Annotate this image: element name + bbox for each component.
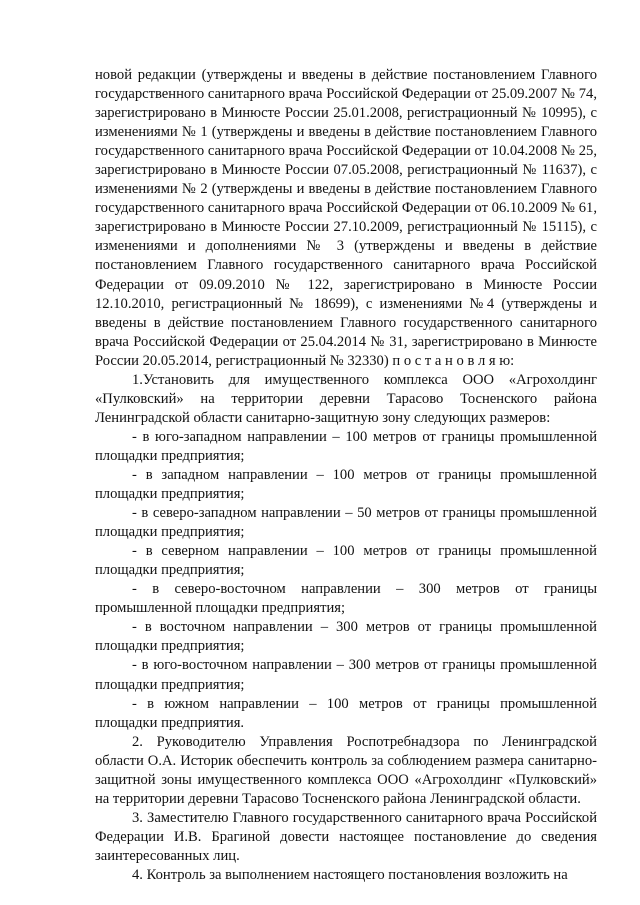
- intro-paragraph: [95, 66, 597, 371]
- zone-north: - в северном направлении – 100 метров от границы промышленной площадки предприятия;: [95, 543, 597, 579]
- zone-northeast: - в северо-восточном направлении – 300 метров от границы промышленной площадки предприятия;: [95, 581, 597, 617]
- zone-east: - в восточном направлении – 300 метров от границы промышленной площадки предприятия;: [95, 619, 597, 655]
- decree-word: п о с т а н о в л я ю:: [392, 352, 515, 369]
- item-4-paragraph: 4. Контроль за выполнением настоящего постановления возложить на: [132, 866, 568, 883]
- item-3-paragraph: 3. Заместителю Главного государственного санитарного врача Российской Федерации И.В. Брагиной довести настоящее постановление до сведения заинтересованных лиц.: [95, 809, 597, 864]
- intro-text: новой редакции (утверждены и введены в действие постановлением Главного государственного санитарного врача Российской Федерации от 25.09.2007 № 74, зарегистрировано в Минюсте России 25.01.2008, регистрационный № 10995), с изменениями № 1 (утверждены и введены в действие постановлением Главного государственного санитарного врача Российской Федерации от 10.04.2008 № 25, зарегистрировано в Минюсте России 07.05.2008, регистрационный № 11637), с изменениями № 2 (утверждены и введены в действие постановлением Главного государственного санитарного врача Российской Федерации от 06.10.2009 № 61, зарегистрировано в Минюсте России 27.10.2009, регистрационный № 15115), с изменениями и дополнениями № 3 (утверждены и введены в действие постановлением Главного государственного санитарного врача Российской Федерации от 09.09.2010 № 122, зарегистрировано в Минюсте России 12.10.2010, регистрационный № 18699), с изменениями №4 (утверждены и введены в действие постановлением Главного государственного санитарного врача Российской Федерации от 25.04.2014 № 31, зарегистрировано в Минюсте России 20.05.2014, регистрационный № 32330): [95, 67, 597, 369]
- item-1-paragraph: 1.Установить для имущественного комплекса ООО «Агрохолдинг «Пулковский» на территории деревни Тарасово Тосненского района Ленинградской области санитарно-защитную зону следующих размеров:: [95, 371, 597, 426]
- zone-west: - в западном направлении – 100 метров от границы промышленной площадки предприятия;: [95, 466, 597, 503]
- zone-southwest: - в юго-западном направлении – 100 метров от границы промышленной площадки предприятия;: [95, 428, 597, 464]
- zone-south: - в южном направлении – 100 метров от границы промышленной площадки предприятия.: [95, 695, 597, 731]
- document-page: [95, 66, 597, 885]
- zone-northwest: - в северо-западном направлении – 50 метров от границы промышленной площадки предприятия;: [95, 505, 597, 541]
- zone-southeast: - в юго-восточном направлении – 300 метров от границы промышленной площадки предприятия;: [95, 657, 597, 693]
- item-2-paragraph: 2. Руководителю Управления Роспотребнадзора по Ленинградской области О.А. Историк обеспечить контроль за соблюдением размера санитарно-защитной зоны имущественного комплекса ООО «Агрохолдинг «Пулковский» на территории деревни Тарасово Тосненского района Ленинградской области.: [95, 733, 597, 807]
